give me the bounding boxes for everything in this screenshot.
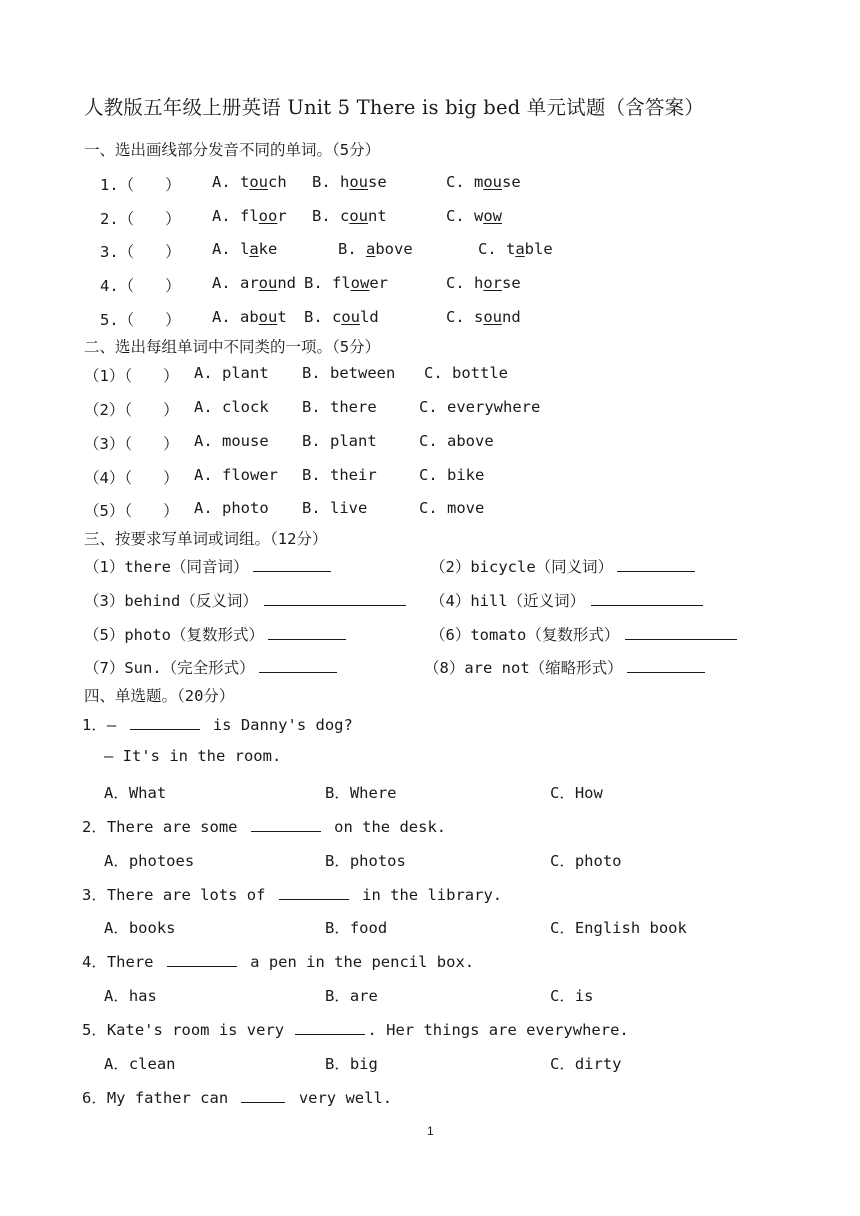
s2-option-c: C. move [419, 499, 485, 517]
s2-item-number: （1）（ ） [84, 367, 179, 385]
s1-item-number: 3.（ ） [100, 243, 181, 261]
s1-option-b: B. house [312, 173, 387, 191]
answer-blank[interactable] [625, 625, 737, 640]
option-b: B．Where [325, 784, 397, 802]
s1-item-number: 1.（ ） [100, 176, 181, 194]
question-stem: 1．— is Danny's dog? [82, 716, 353, 734]
question-stem: 6．My father can very well. [82, 1089, 393, 1107]
s2-item-number: （3）（ ） [84, 435, 179, 453]
option-a: A．books [104, 919, 176, 937]
s2-option-a: A. clock [194, 398, 269, 416]
s3-item: （3）behind（反义词） [84, 589, 406, 611]
s2-option-b: B. plant [302, 432, 377, 450]
s2-option-c: C. bike [419, 466, 485, 484]
s3-item: （4）hill（近义词） [430, 589, 703, 611]
s2-option-b: B. there [302, 398, 377, 416]
s1-option-a: A. around [212, 274, 297, 292]
s2-option-c: C. above [419, 432, 494, 450]
answer-blank[interactable] [241, 1088, 285, 1103]
s2-item-number: （4）（ ） [84, 469, 179, 487]
option-b: B．photos [325, 852, 406, 870]
answer-blank[interactable] [264, 591, 406, 606]
s2-item-number: （5）（ ） [84, 502, 179, 520]
s3-item: （2）bicycle（同义词） [430, 555, 695, 577]
s1-option-a: A. about [212, 308, 287, 326]
s1-option-c: C. horse [446, 274, 521, 292]
question-stem: 4．There a pen in the pencil box. [82, 953, 475, 971]
s1-option-b: B. could [304, 308, 379, 326]
s2-option-b: B. their [302, 466, 377, 484]
option-c: C．English book [550, 919, 687, 937]
document-title: 人教版五年级上册英语 Unit 5 There is big bed 单元试题（含答案） [84, 96, 705, 119]
answer-blank[interactable] [251, 817, 321, 832]
option-c: C．dirty [550, 1055, 622, 1073]
s2-option-a: A. plant [194, 364, 269, 382]
answer-blank[interactable] [167, 952, 237, 967]
s2-option-c: C. bottle [424, 364, 508, 382]
option-a: A．clean [104, 1055, 176, 1073]
question-stem: 2．There are some on the desk. [82, 818, 447, 836]
answer-blank[interactable] [591, 591, 703, 606]
section-2-heading: 二、选出每组单词中不同类的一项。（5分） [84, 338, 381, 356]
option-b: B．food [325, 919, 388, 937]
answer-blank[interactable] [259, 658, 337, 673]
s2-option-a: A. photo [194, 499, 269, 517]
s1-option-b: B. count [312, 207, 387, 225]
s1-item-number: 4.（ ） [100, 277, 181, 295]
option-a: A．What [104, 784, 167, 802]
question-stem: 3．There are lots of in the library. [82, 886, 503, 904]
s2-option-c: C. everywhere [419, 398, 541, 416]
option-b: B．are [325, 987, 378, 1005]
s2-option-b: B. between [302, 364, 396, 382]
s1-option-a: A. touch [212, 173, 287, 191]
option-c: C．is [550, 987, 594, 1005]
s3-item: （7）Sun.（完全形式） [84, 656, 337, 678]
s1-option-c: C. sound [446, 308, 521, 326]
s1-option-b: B. flower [304, 274, 389, 292]
section-1-heading: 一、选出画线部分发音不同的单词。（5分） [84, 141, 381, 159]
answer-blank[interactable] [253, 557, 331, 572]
page-number: 1 [427, 1124, 434, 1138]
option-c: C．How [550, 784, 603, 802]
s1-option-b: B. above [338, 240, 413, 258]
option-b: B．big [325, 1055, 378, 1073]
answer-blank[interactable] [279, 885, 349, 900]
section-3-heading: 三、按要求写单词或词组。（12分） [84, 530, 328, 548]
s3-item: （8）are not（缩略形式） [424, 656, 705, 678]
s2-option-a: A. flower [194, 466, 278, 484]
s1-item-number: 2.（ ） [100, 210, 181, 228]
answer-blank[interactable] [295, 1020, 365, 1035]
s1-item-number: 5.（ ） [100, 311, 181, 329]
s3-item: （1）there（同音词） [84, 555, 331, 577]
section-4-heading: 四、单选题。（20分） [84, 687, 235, 705]
answer-blank[interactable] [130, 715, 200, 730]
option-c: C．photo [550, 852, 622, 870]
s1-option-a: A. lake [212, 240, 278, 258]
s3-item: （5）photo（复数形式） [84, 623, 346, 645]
s1-option-a: A. floor [212, 207, 287, 225]
s1-option-c: C. wow [446, 207, 502, 225]
s1-option-c: C. table [478, 240, 553, 258]
answer-blank[interactable] [268, 625, 346, 640]
s3-item: （6）tomato（复数形式） [430, 623, 737, 645]
answer-blank[interactable] [627, 658, 705, 673]
question-reply: — It's in the room. [104, 747, 282, 765]
option-a: A．photoes [104, 852, 195, 870]
s1-option-c: C. mouse [446, 173, 521, 191]
answer-blank[interactable] [617, 557, 695, 572]
s2-option-a: A. mouse [194, 432, 269, 450]
question-stem: 5．Kate's room is very . Her things are everywhere. [82, 1021, 629, 1039]
s2-item-number: （2）（ ） [84, 401, 179, 419]
option-a: A．has [104, 987, 157, 1005]
s2-option-b: B. live [302, 499, 368, 517]
